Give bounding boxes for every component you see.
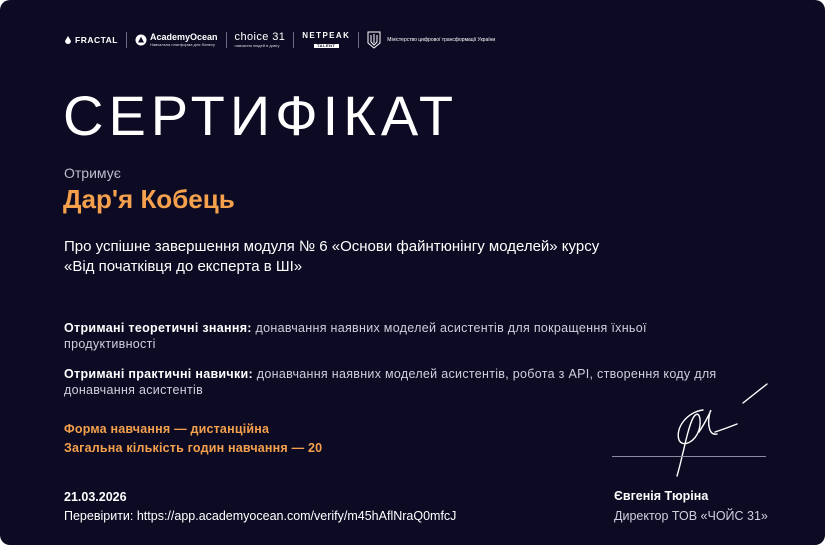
knowledge-text: донавчання наявних моделей асистентів для покращення їхньої продуктивності xyxy=(64,321,647,351)
logo-divider xyxy=(358,32,359,48)
total-hours: Загальна кількість годин навчання — 20 xyxy=(64,441,323,455)
partner-logos xyxy=(64,30,496,50)
choice-logo xyxy=(235,32,286,48)
skills-text: донавчання наявних моделей асистентів, робота з API, створення коду для донавчання асистентів xyxy=(64,367,717,397)
skills-label: Отримані практичні навички: xyxy=(64,367,253,381)
logo-divider xyxy=(226,32,227,48)
knowledge-label: Отримані теоретичні знання: xyxy=(64,321,252,335)
netpeak-tag: TALENT xyxy=(314,44,338,48)
verify-link[interactable]: Перевірити: https://app.academyocean.com/verify/m45hAflNraQ0mfcJ xyxy=(64,509,457,523)
fractal-logo xyxy=(64,35,118,45)
academy-ocean-name: AcademyOcean xyxy=(150,32,218,42)
netpeak-logo xyxy=(302,32,350,48)
completion-statement xyxy=(64,237,704,277)
ministry-name: Міністерство цифрової трансформації України xyxy=(387,36,496,43)
signer-position: Директор ТОВ «ЧОЙС 31» xyxy=(614,509,768,523)
recipient-label: Отримує xyxy=(64,165,121,181)
fractal-label: FRACTAL xyxy=(75,35,118,45)
logo-divider xyxy=(293,32,294,48)
completion-line-2: «Від початківця до експерта в ШІ» xyxy=(64,258,303,275)
completion-line-1: Про успішне завершення модуля № 6 «Основи файнтюнінгу моделей» курсу xyxy=(64,238,600,255)
academy-ocean-icon xyxy=(135,34,147,46)
logo-divider xyxy=(126,32,127,48)
recipient-name: Дар'я Кобець xyxy=(63,184,235,214)
netpeak-name: NETPEAK xyxy=(302,31,351,40)
issue-date: 21.03.2026 xyxy=(64,490,127,504)
certificate-title: СЕРТИФІКАТ xyxy=(63,84,459,147)
signer-name: Євгенія Тюріна xyxy=(614,489,709,503)
signature-image xyxy=(655,378,775,478)
ministry-logo xyxy=(367,31,496,49)
practical-skills xyxy=(64,366,724,398)
academy-ocean-logo xyxy=(135,33,218,47)
fractal-drop-icon xyxy=(64,36,72,45)
choice-tagline: навчання людей в довгу xyxy=(234,43,280,48)
signature-line xyxy=(612,456,766,457)
choice-name: choice 31 xyxy=(234,31,286,43)
study-form: Форма навчання — дистанційна xyxy=(64,422,270,436)
trident-icon xyxy=(367,31,381,49)
theoretical-knowledge xyxy=(64,320,724,352)
academy-ocean-tagline: Навчальна платформа для бізнесу xyxy=(150,42,216,47)
